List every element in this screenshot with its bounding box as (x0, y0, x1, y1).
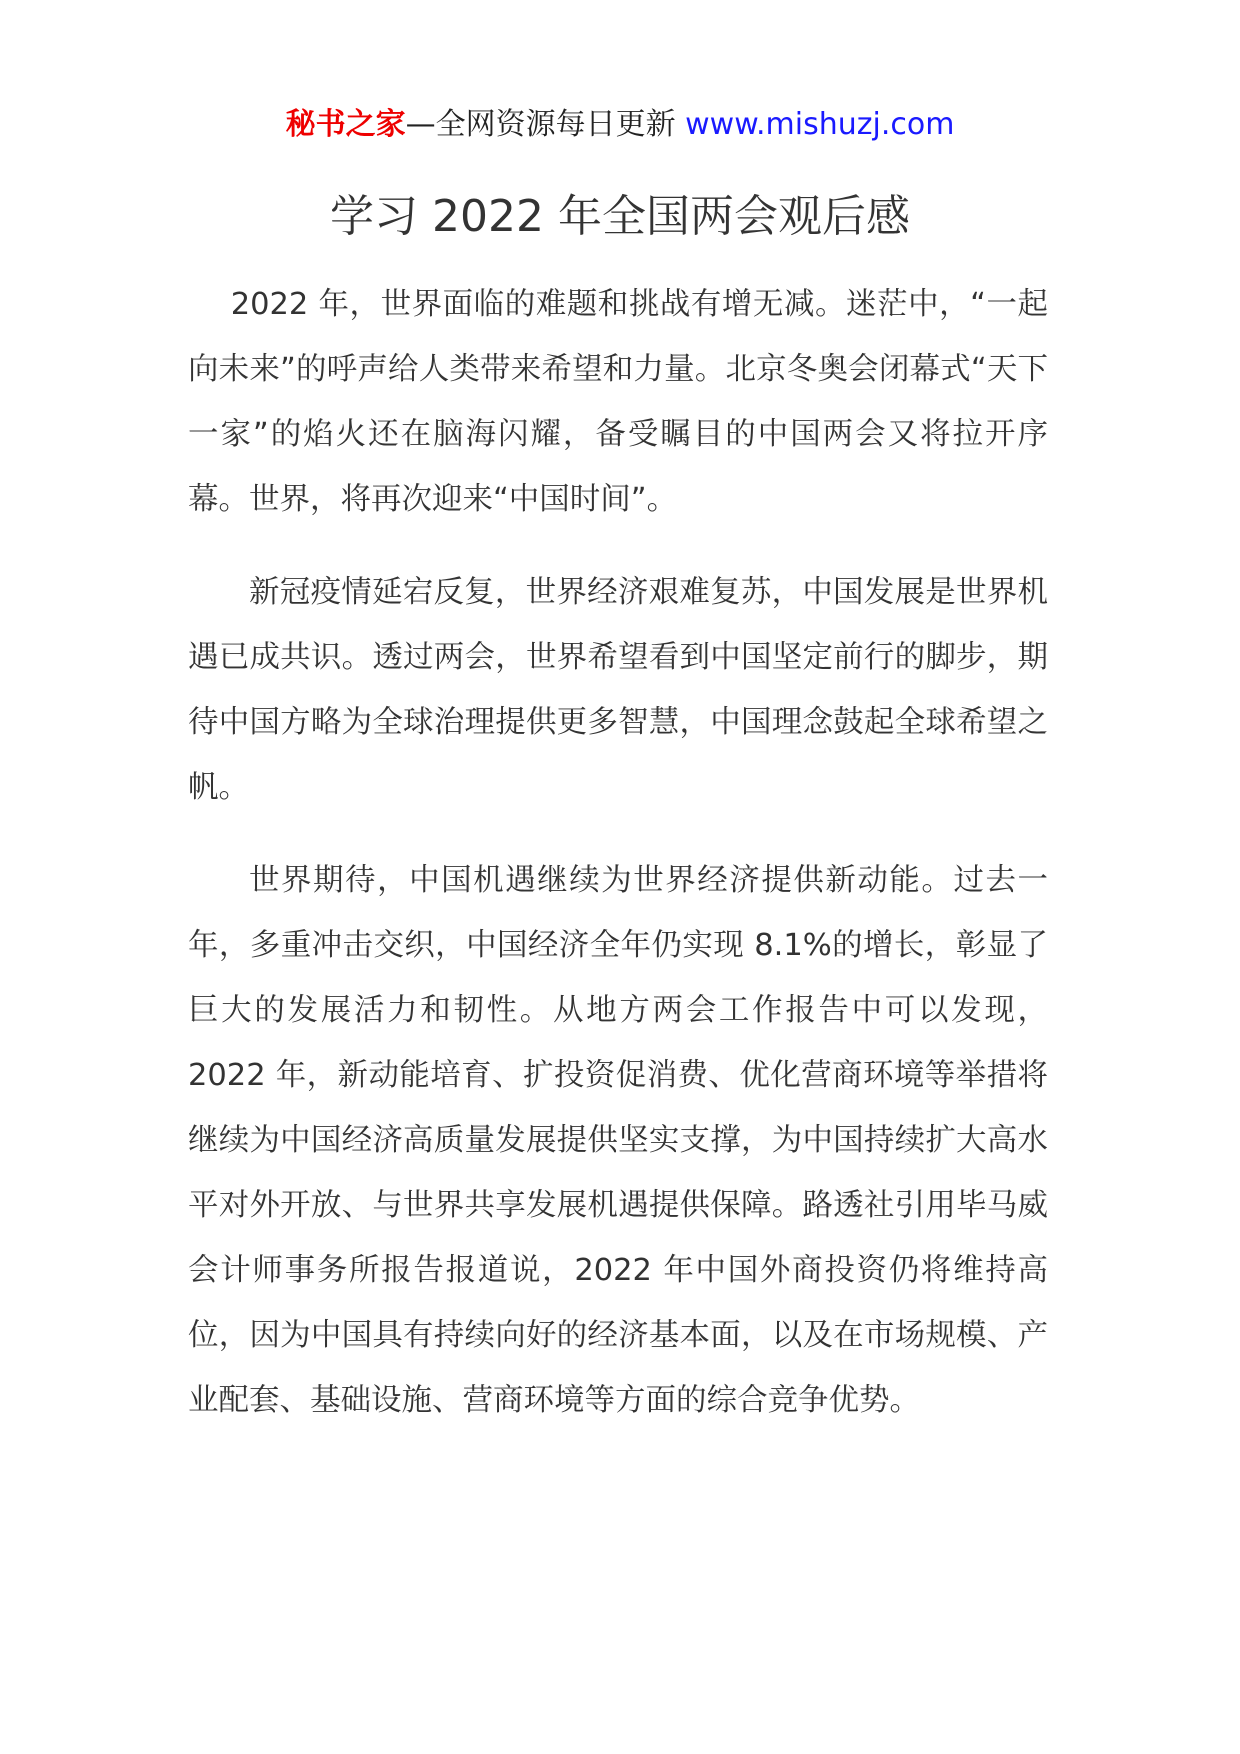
site-url-link[interactable]: www.mishuzj.com (685, 107, 955, 142)
paragraph-2: 新冠疫情延宕反复，世界经济艰难复苏，中国发展是世界机遇已成共识。透过两会，世界希望看到中国坚定前行的脚步，期待中国方略为全球治理提供更多智慧，中国理念鼓起全球希望之帆。 (188, 575, 1048, 805)
site-header (0, 100, 1240, 150)
document-body (188, 272, 1048, 1461)
document-title: 学习 2022 年全国两会观后感 (330, 191, 910, 242)
header-tagline: —全网资源每日更新 (405, 107, 686, 142)
paragraph-3: 世界期待，中国机遇继续为世界经济提供新动能。过去一年，多重冲击交织，中国经济全年仍实现 8.1%的增长，彰显了巨大的发展活力和韧性。从地方两会工作报告中可以发现，2022 年，新动能培育、扩投资促消费、优化营商环境等举措将继续为中国经济高质量发展提供坚实支撑，为中国持续扩大高水平对外开放、与世界共享发展机遇提供保障。路透社引用毕马威会计师事务所报告报道说，2022 年中国外商投资仍将维持高位，因为中国具有持续向好的经济基本面，以及在市场规模、产业配套、基础设施、营商环境等方面的综合竞争优势。 (188, 863, 1048, 1418)
brand-name: 秘书之家 (285, 107, 406, 142)
paragraph-1: 2022 年，世界面临的难题和挑战有增无减。迷茫中，“一起向未来”的呼声给人类带来希望和力量。北京冬奥会闭幕式“天下一家”的焰火还在脑海闪耀，备受瞩目的中国两会又将拉开序幕。世界，将再次迎来“中国时间”。 (188, 287, 1048, 517)
